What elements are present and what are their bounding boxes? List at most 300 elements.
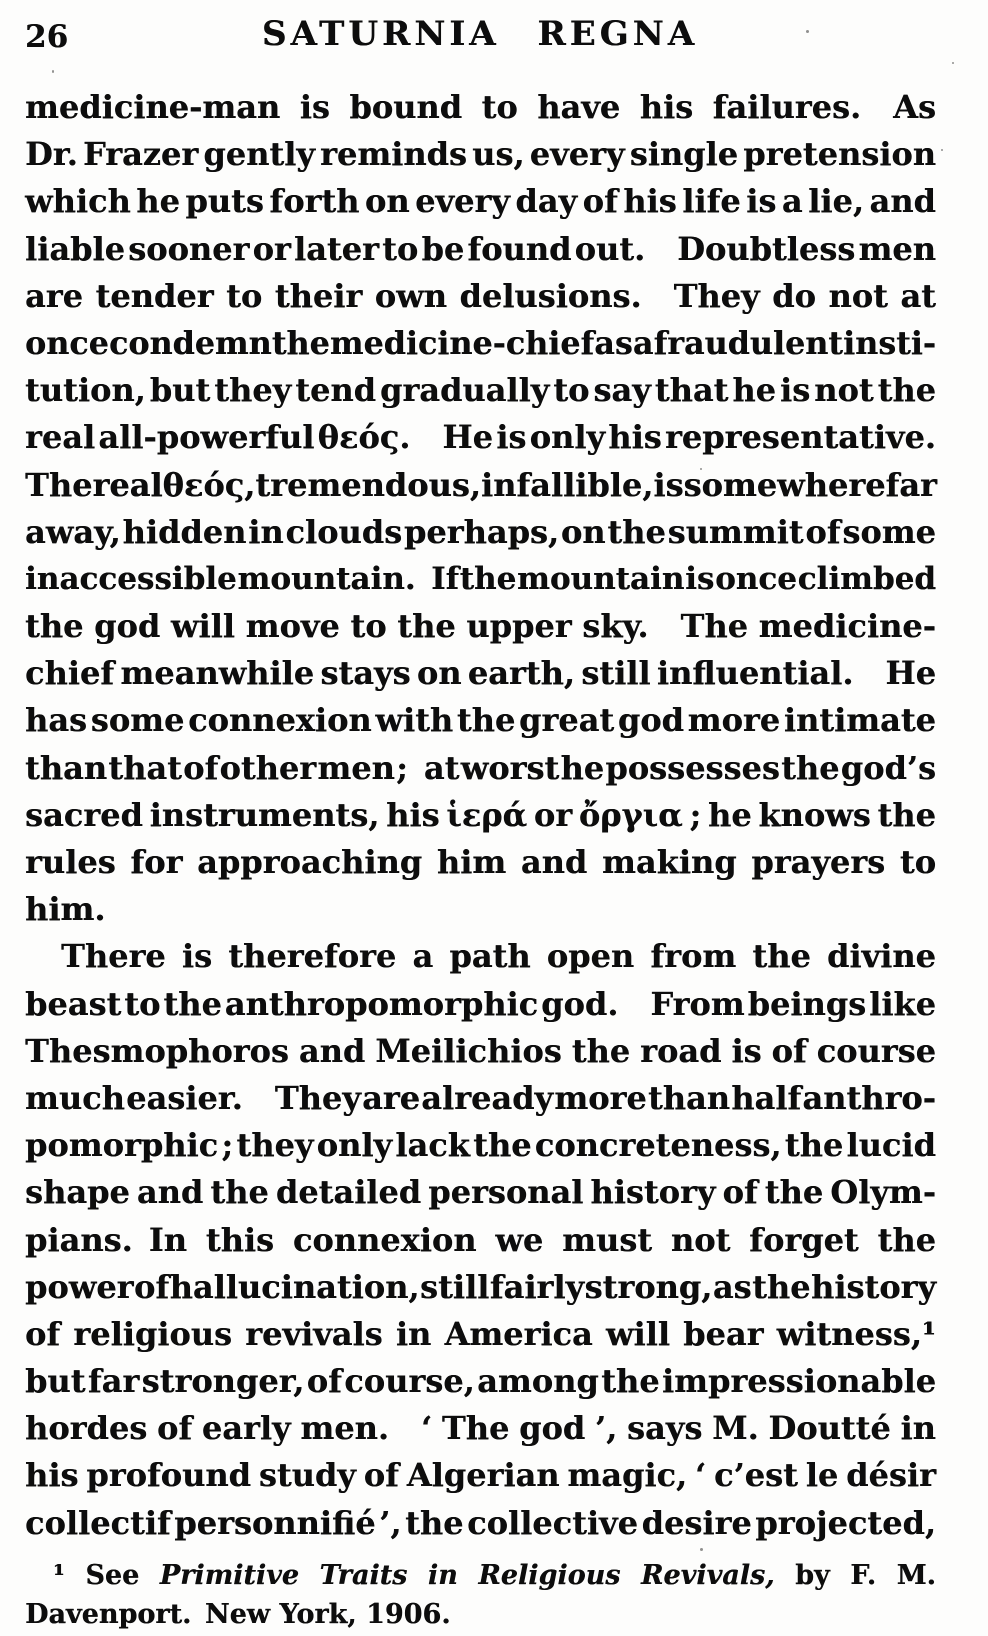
text-line	[25, 556, 936, 603]
word: that	[108, 748, 182, 787]
text-line	[25, 1122, 936, 1169]
word: much	[25, 1078, 125, 1117]
word: the	[784, 1126, 844, 1165]
word: upper	[466, 607, 572, 646]
word: the	[607, 512, 666, 551]
word: is	[779, 371, 811, 410]
scan-speck	[941, 149, 943, 151]
text-line	[25, 933, 936, 980]
word: their	[274, 276, 363, 315]
word: men	[858, 229, 936, 268]
word: desire	[641, 1503, 752, 1542]
word: fairly	[489, 1267, 585, 1306]
word: god. From	[541, 984, 745, 1023]
scan-speck	[806, 30, 809, 33]
word: already	[421, 1078, 554, 1117]
word: the	[271, 324, 330, 362]
word: the	[571, 1031, 631, 1070]
word: influential. He	[656, 654, 936, 693]
word: failures. As	[712, 88, 936, 126]
word: inaccessible	[25, 560, 237, 597]
word: god’s	[840, 748, 936, 787]
word: Thesmophoros	[25, 1031, 289, 1070]
word: pians. In	[25, 1220, 187, 1259]
word: and	[298, 1031, 366, 1070]
word: impressionable	[661, 1362, 936, 1401]
word: lucid	[846, 1126, 936, 1165]
word: is	[299, 88, 330, 126]
word: says	[626, 1409, 703, 1448]
word: projected,	[755, 1503, 936, 1542]
word: magic,	[567, 1456, 688, 1495]
word: and	[136, 1173, 204, 1212]
word: ἱερά	[446, 795, 528, 834]
word: profound	[86, 1456, 251, 1495]
word: with	[375, 701, 454, 740]
word: désir	[846, 1456, 936, 1495]
word: witness,¹	[776, 1314, 936, 1353]
word: which	[25, 182, 131, 221]
word: to	[350, 607, 387, 646]
word: of	[133, 1267, 170, 1306]
word: detailed	[275, 1173, 422, 1212]
word: hordes	[25, 1409, 148, 1448]
word: life	[682, 182, 741, 221]
word: possesses	[605, 748, 780, 787]
word: the	[459, 560, 517, 597]
word: away,	[25, 512, 121, 551]
word: the	[456, 701, 516, 740]
word: on	[416, 654, 462, 693]
word: See	[85, 1560, 140, 1591]
word: for	[130, 843, 183, 881]
word: must	[562, 1220, 653, 1259]
word: course	[816, 1031, 936, 1070]
word: road	[640, 1031, 722, 1070]
word: Religious	[478, 1560, 621, 1591]
word: to	[226, 276, 263, 315]
word: of	[771, 1031, 807, 1070]
word: will	[170, 607, 235, 646]
word: far	[885, 465, 937, 504]
word: worst	[460, 748, 560, 787]
word: θεός,	[162, 465, 256, 504]
word: gently	[203, 135, 315, 174]
word: Revivals,	[640, 1560, 775, 1591]
word: in	[248, 512, 284, 551]
word: is	[746, 182, 777, 221]
word: stronger,	[141, 1362, 305, 1401]
word: he	[560, 748, 605, 787]
word: mountain. If	[237, 560, 459, 597]
word: study	[258, 1456, 356, 1495]
word: and	[520, 843, 588, 881]
word: forget	[749, 1220, 859, 1259]
scan-speck	[952, 62, 954, 64]
word: Olym-	[830, 1173, 936, 1212]
word: own	[374, 276, 447, 315]
text-line	[25, 1169, 936, 1216]
word: insti-	[843, 324, 936, 362]
footnote	[25, 1556, 936, 1634]
word: power	[25, 1267, 134, 1306]
word: say	[593, 371, 651, 410]
word: on	[364, 182, 410, 221]
text-line	[25, 320, 936, 367]
word: his	[639, 88, 694, 126]
scan-speck	[700, 1548, 703, 1551]
word: F.	[850, 1560, 877, 1591]
word: tend	[295, 371, 376, 410]
word: is	[731, 1031, 762, 1070]
word: of	[306, 1362, 342, 1401]
word: they	[214, 371, 292, 410]
word: There	[61, 937, 166, 976]
word: his	[623, 182, 677, 221]
word: path	[449, 937, 531, 976]
word: not	[670, 1220, 731, 1259]
word: on	[560, 512, 606, 551]
word: easier. They	[126, 1078, 361, 1117]
word: Dr.	[25, 135, 78, 174]
word: this	[205, 1220, 275, 1259]
word: him.	[25, 890, 106, 929]
body-text	[25, 84, 936, 1547]
word: condemn	[108, 324, 272, 362]
word: beast	[25, 984, 122, 1023]
word: tender	[95, 276, 214, 315]
word: than	[25, 748, 108, 787]
word: like	[869, 984, 936, 1023]
word: meanwhile	[120, 654, 315, 693]
word: bear	[683, 1314, 764, 1353]
word: clouds	[285, 512, 403, 551]
word: is	[496, 418, 527, 457]
word: more	[687, 701, 781, 740]
text-line	[25, 1075, 936, 1122]
word: M.	[896, 1560, 936, 1591]
word: god	[519, 1409, 586, 1448]
word: of	[25, 1314, 61, 1353]
word: in	[427, 1560, 458, 1591]
word: the	[752, 1267, 811, 1306]
word: will	[605, 1314, 670, 1353]
word: infallible,	[480, 465, 654, 504]
text-line	[25, 226, 936, 273]
word: they	[236, 1126, 314, 1165]
word: is	[653, 465, 684, 504]
word: fraudulent	[653, 324, 843, 362]
word: summit	[667, 512, 804, 551]
word: more	[554, 1078, 647, 1117]
word: medicine-man	[25, 88, 281, 126]
text-line	[25, 178, 936, 225]
word: stays	[320, 654, 411, 693]
word: only	[316, 1126, 393, 1165]
word: America	[444, 1314, 593, 1353]
word: ‘	[695, 1456, 707, 1495]
word: that	[654, 371, 729, 410]
word: he	[136, 182, 180, 221]
text-line	[25, 886, 936, 933]
word: lack	[395, 1126, 470, 1165]
text-line	[25, 1217, 936, 1264]
word: of	[183, 748, 219, 787]
text-line	[25, 603, 936, 650]
word: out. Doubtless	[574, 229, 856, 268]
word: but	[149, 371, 211, 410]
word: are	[25, 276, 83, 315]
word: to	[481, 88, 518, 126]
word: the	[210, 1173, 269, 1212]
word: among	[477, 1362, 599, 1401]
word: only	[529, 418, 605, 457]
text-line	[25, 84, 936, 131]
word: early	[201, 1409, 291, 1448]
word: lie,	[808, 182, 864, 221]
word: men. ‘	[300, 1409, 433, 1448]
word: the	[163, 984, 222, 1023]
word: divine	[827, 937, 936, 976]
word: delusions. They	[459, 276, 760, 315]
word: be	[421, 229, 465, 268]
word: The	[25, 465, 93, 504]
word: collectif	[25, 1503, 171, 1542]
word: as	[594, 324, 633, 362]
word: ¹	[53, 1560, 65, 1591]
word: not	[814, 371, 874, 410]
text-line	[25, 1028, 936, 1075]
word: collective	[467, 1503, 638, 1542]
word: by	[795, 1560, 830, 1591]
word: The	[441, 1409, 510, 1448]
word: his	[386, 795, 440, 834]
word: in	[395, 1314, 432, 1353]
text-line	[25, 1595, 936, 1634]
word: strong,	[584, 1267, 713, 1306]
word: ; at	[396, 748, 460, 787]
word: the	[877, 1220, 936, 1259]
word: or	[252, 229, 291, 268]
word: and	[869, 182, 936, 221]
word: revivals	[245, 1314, 383, 1353]
word: puts	[185, 182, 264, 221]
word: reminds	[320, 135, 467, 174]
word: instruments,	[149, 795, 380, 834]
word: found	[467, 229, 572, 268]
word: to	[382, 229, 419, 268]
word: Traits	[319, 1560, 408, 1591]
word: course,	[344, 1362, 475, 1401]
word: tution,	[25, 371, 146, 410]
word: other	[219, 748, 317, 787]
word: ’,	[379, 1503, 402, 1542]
word: approaching	[197, 843, 423, 881]
text-line	[25, 839, 936, 886]
word: religious	[73, 1314, 232, 1353]
word: bound	[349, 88, 463, 126]
word: or	[533, 795, 573, 834]
word: climbed	[797, 560, 936, 597]
word: god	[94, 607, 161, 646]
word: intimate	[783, 701, 936, 740]
word: have	[537, 88, 621, 126]
word: the	[752, 937, 811, 976]
word: half	[731, 1078, 802, 1117]
word: ;	[221, 1126, 234, 1165]
word: open	[546, 937, 635, 976]
word: as	[712, 1267, 752, 1306]
word: forth	[269, 182, 360, 221]
word: still	[420, 1267, 490, 1306]
word: the	[764, 1173, 824, 1212]
text-line	[25, 131, 936, 178]
word: us,	[472, 135, 525, 174]
word: personnifié	[174, 1503, 376, 1542]
word: every	[415, 182, 510, 221]
word: perhaps,	[403, 512, 560, 551]
word: god	[617, 701, 684, 740]
word: Algerian	[406, 1456, 560, 1495]
word: anthro-	[802, 1078, 936, 1117]
word: making	[602, 843, 737, 881]
word: le	[805, 1456, 839, 1495]
text-line	[25, 1264, 936, 1311]
word: earth,	[467, 654, 575, 693]
text-line	[25, 1405, 936, 1452]
word: therefore	[228, 937, 397, 976]
word: connexion	[188, 701, 372, 740]
text-line	[25, 414, 936, 461]
scan-speck	[627, 205, 629, 208]
page-header	[0, 12, 988, 60]
word: ὄργια	[578, 795, 683, 834]
word: representative.	[664, 418, 936, 457]
text-line	[25, 273, 936, 320]
word: day	[515, 182, 578, 221]
word: sacred	[25, 795, 143, 834]
text-line	[25, 1311, 936, 1358]
word: the	[877, 795, 936, 834]
word: anthropomorphic	[224, 984, 539, 1023]
word: ’,	[594, 1409, 618, 1448]
word: the	[877, 371, 936, 410]
word: the	[473, 1126, 532, 1165]
word: pomorphic	[25, 1126, 219, 1165]
word: the	[405, 1503, 464, 1542]
word: prayers	[751, 843, 886, 881]
word: than	[647, 1078, 730, 1117]
word: of	[722, 1173, 758, 1212]
word: he	[732, 371, 776, 410]
word: are	[362, 1078, 421, 1117]
word: has	[25, 701, 88, 740]
text-line	[25, 650, 936, 697]
word: to	[899, 843, 936, 881]
word: the	[601, 1362, 660, 1401]
text-line	[25, 1500, 936, 1547]
word: is	[181, 937, 213, 976]
word: sooner	[128, 229, 250, 268]
word: still	[581, 654, 651, 693]
word: personal	[428, 1173, 584, 1212]
word: some	[90, 701, 185, 740]
word: at	[900, 276, 936, 315]
word: M.	[712, 1409, 759, 1448]
word: Doutté	[768, 1409, 891, 1448]
word: of	[363, 1456, 399, 1495]
text-line	[25, 1452, 936, 1499]
word: tremendous,	[255, 465, 481, 504]
word: a	[632, 324, 654, 362]
word: in	[900, 1409, 936, 1448]
word: his	[25, 1456, 79, 1495]
word: shape	[25, 1173, 130, 1212]
word: all-powerful	[98, 418, 315, 457]
word: connexion	[292, 1220, 477, 1259]
word: of	[582, 182, 618, 221]
text-line	[25, 1358, 936, 1405]
word: men	[317, 748, 395, 787]
text-line	[25, 981, 936, 1028]
text-line	[25, 462, 936, 509]
text-line	[25, 792, 936, 839]
word: ;	[689, 795, 702, 834]
word: a	[412, 937, 434, 976]
word: history	[590, 1173, 716, 1212]
word: concreteness,	[534, 1126, 782, 1165]
word: θεός. He	[317, 418, 493, 457]
word: Meilichios	[375, 1031, 562, 1070]
text-line	[25, 1556, 936, 1595]
word: somewhere	[683, 465, 886, 504]
word: chief	[25, 654, 115, 693]
word: to	[553, 371, 590, 410]
page-number: 26	[25, 19, 69, 55]
word: is	[685, 560, 715, 597]
word: later	[293, 229, 379, 268]
word: sky. The	[582, 607, 748, 646]
word: gradually	[380, 371, 550, 410]
word: do	[772, 276, 816, 315]
word: but	[25, 1362, 86, 1401]
word: real	[92, 465, 163, 504]
word: beings	[747, 984, 867, 1023]
running-title: SATURNIA REGNA	[261, 14, 699, 54]
word: single	[629, 135, 739, 174]
word: history	[810, 1267, 936, 1306]
word: medicine-	[758, 607, 936, 646]
word: hidden	[122, 512, 247, 551]
word: rules	[25, 843, 116, 881]
scan-speck	[700, 468, 702, 470]
word: Primitive	[159, 1560, 299, 1591]
word: liable	[25, 229, 125, 268]
word: Davenport. New York, 1906.	[25, 1599, 451, 1630]
word: pretension	[743, 135, 936, 174]
scan-speck	[52, 70, 54, 73]
word: we	[495, 1220, 544, 1259]
word: to	[124, 984, 161, 1023]
word: of	[805, 512, 841, 551]
word: hallucination,	[169, 1267, 420, 1306]
word: the	[25, 607, 84, 646]
text-line	[25, 367, 936, 414]
word: the	[397, 607, 456, 646]
word: every	[529, 135, 625, 174]
word: of	[156, 1409, 193, 1448]
text-line	[25, 745, 936, 792]
